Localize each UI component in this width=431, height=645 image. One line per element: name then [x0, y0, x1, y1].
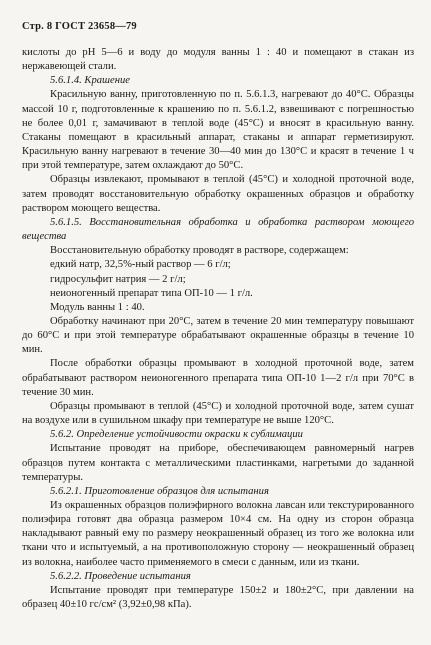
section-heading-5-6-1-4: 5.6.1.4. Крашение [50, 75, 131, 87]
page-header: Стр. 8 ГОСТ 23658—79 [22, 21, 137, 32]
paragraph-sample-preparation: Из окрашенных образцов полиэфирного волокна лавсан или текстурированного полиэфира готовят два образца размером 10×4 см. На одну из сторон образца накладывают равный ему по размеру неокрашенный образец из того же волокна или ткани что и испытуемый, а на противоположную сторону — неокрашенный образец из волокна, наиболее часто применяемого в смеси с данным, или из ткани. [22, 500, 414, 568]
list-item-bath-modulus: Модуль ванны 1 : 40. [50, 301, 145, 313]
list-item-caustic-soda: едкий натр, 32,5%-ный раствор — 6 г/л; [50, 259, 231, 271]
section-heading-5-6-2: 5.6.2. Определение устойчивости окраски к сублимации [50, 429, 303, 441]
section-heading-5-6-1-5: 5.6.1.5. Восстановительная обработка и обработка раствором моющего вещества [22, 216, 414, 243]
section-heading-5-6-2-2: 5.6.2.2. Проведение испытания [50, 570, 191, 582]
paragraph-samples-removed: Образцы извлекают, промывают в теплой (45°С) и холодной проточной воде, затем проводят восстановительную обработку окрашенных образцов и обработку раствором моющего вещества. [22, 174, 414, 214]
section-heading-5-6-2-1: 5.6.2.1. Приготовление образцов для испытания [50, 485, 269, 497]
paragraph-washing-drying: Образцы промывают в теплой (45°С) и холодной проточной воде, затем сушат на воздухе или в сушильном шкафу при температуре не выше 120°С. [22, 400, 414, 427]
paragraph-reduction-solution: Восстановительную обработку проводят в растворе, содержащем: [50, 245, 349, 257]
paragraph-test-device: Испытание проводят на приборе, обеспечивающем равномерный нагрев образцов путем контакта с металлическими пластинками, нагретыми до заданной температуры. [22, 443, 414, 483]
paragraph-test-conditions: Испытание проводят при температуре 150±2 и 180±2°С, при давлении на образец 40±10 гс/см² (3,92±0,98 кПа). [22, 584, 414, 611]
paragraph-continuation: кислоты до pH 5—6 и воду до модуля ванны 1 : 40 и помещают в стакан из нержавеющей стали. [22, 47, 414, 73]
paragraph-after-treatment: После обработки образцы промывают в холодной проточной воде, затем обрабатывают раствором неионогенного препарата типа ОП-10 1—2 г/л при 70°С в течение 30 мин. [22, 358, 414, 398]
paragraph-dyeing: Красильную ванну, приготовленную по п. 5.6.1.3, нагревают до 40°С. Образцы массой 10 г, подготовленные к крашению по п. 5.6.1.2, взвешивают с погрешностью не более 0,01 г, замачивают в теплой воде (45°С) и вносят в красильную ванну. Стаканы помещают в красильный аппарат, стаканы и аппарат герметизируют. Красильную ванну нагревают в течение 30—40 мин до 130°С и красят в течение 1 ч при этой температуре, затем охлаждают до 50°С. [22, 89, 414, 172]
paragraph-treatment-start: Обработку начинают при 20°С, затем в течение 20 мин температуру повышают до 60°С и при этой температуре обрабатывают окрашенные образцы в течение 10 мин. [22, 315, 414, 356]
document-body [22, 46, 414, 612]
list-item-hydrosulfite: гидросульфит натрия — 2 г/л; [50, 273, 186, 285]
list-item-nonionic: неионогенный препарат типа ОП-10 — 1 г/л. [50, 287, 253, 299]
